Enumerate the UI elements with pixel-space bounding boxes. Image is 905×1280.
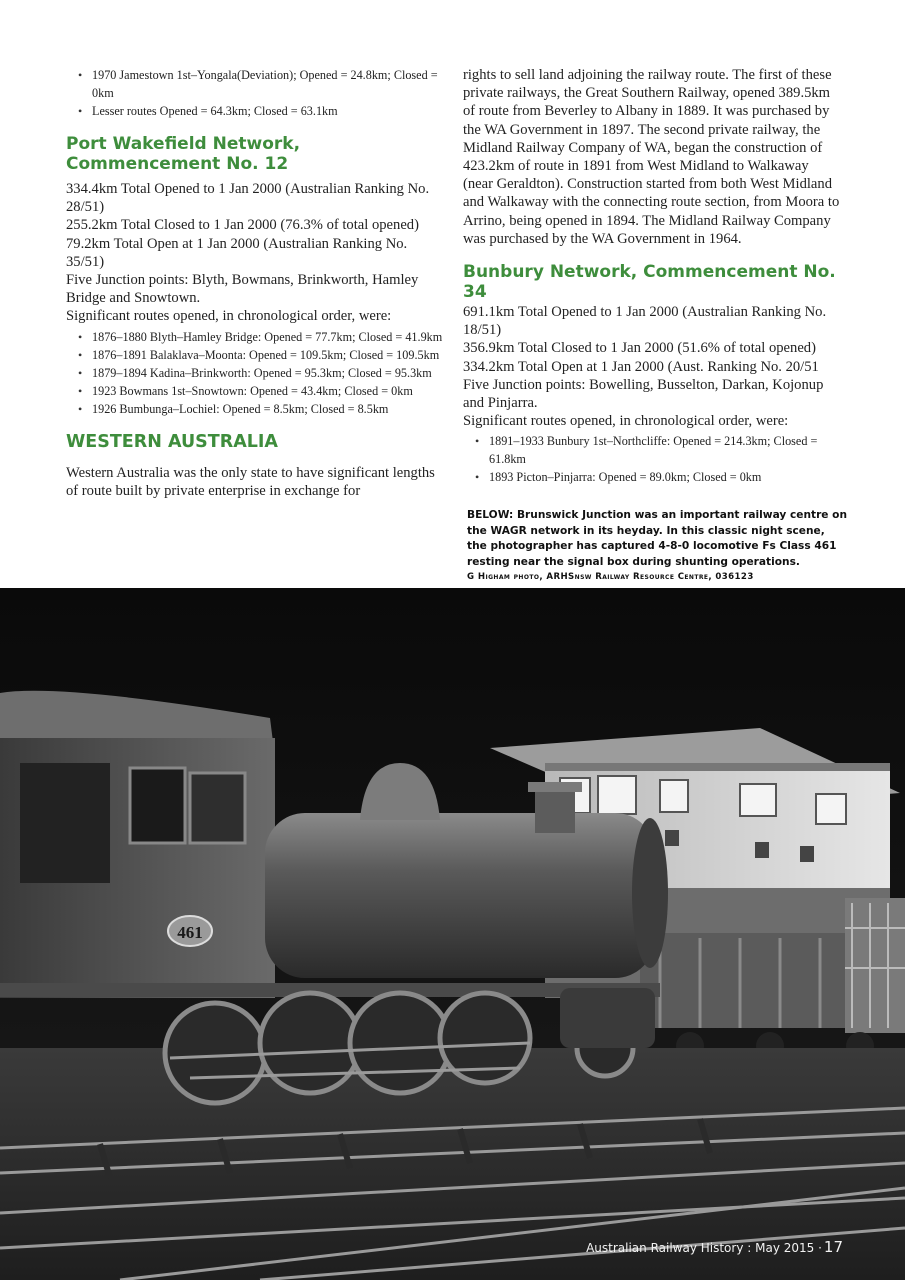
photo-caption [467,508,847,584]
list-item: • 1876–1891 Balaklava–Moonta: Opened = 109.5km; Closed = 109.5km [92,346,444,364]
stat-paragraph: 255.2km Total Closed to 1 Jan 2000 (76.3% of total opened) [66,217,419,234]
list-item: • 1891–1933 Bunbury 1st–Northcliffe: Opened = 214.3km; Closed = 61.8km [489,432,841,468]
heading-line: Commencement No. 12 [66,154,289,174]
bunbury-heading: Bunbury Network, Commencement No. 34 [463,262,836,303]
wa-continued-paragraph: rights to sell land adjoining the railway route. The first of these private railways, the Great Southern Railway, opened 389.5km of route from Beverley to Albany in 1889. It was purchased by the WA Government in 1897. The second private railway, the Midland Railway Company of WA, began the construction of 423.2km of route in 1891 from West Midland to Walkaway (near Geraldton). Construction started from both West Midland and Walkaway with the connecting route section, from Moora to Arrino, being opened in 1894. The Midland Railway Company was purchased by the WA Government in 1964. [463,67,840,247]
stat-paragraph: Significant routes opened, in chronological order, were: [463,413,789,430]
list-item: • 1879–1894 Kadina–Brinkworth: Opened = 95.3km; Closed = 95.3km [92,364,444,382]
top-bullet-list [66,66,444,120]
stat-paragraph: 691.1km Total Opened to 1 Jan 2000 (Australian Ranking No. 18/51) [463,304,827,339]
page-number: 17 [823,1238,843,1256]
stat-paragraph: 356.9km Total Closed to 1 Jan 2000 (51.6% of total opened) [463,340,816,357]
list-item: • 1893 Picton–Pinjarra: Opened = 89.0km; Closed = 0km [489,468,841,486]
stat-paragraph: Five Junction points: Bowelling, Busselton, Darkan, Kojonup and Pinjarra. [463,376,824,412]
locomotive-photo [0,588,905,1280]
stat-paragraph: 79.2km Total Open at 1 Jan 2000 (Australian Ranking No. 35/51) [66,235,408,270]
right-column [463,66,841,486]
stat-paragraph: 334.2km Total Open at 1 Jan 2000 (Aust. Ranking No. 20/51 [463,358,819,375]
wa-intro-paragraph: Western Australia was the only state to have significant lengths of route built by private enterprise in exchange for [66,464,435,499]
port-wakefield-stats [66,180,444,326]
port-wakefield-routes [66,328,444,418]
photo-credit: G Higham photo, ARHSnsw Railway Resource Centre, 036123 [467,572,754,583]
publication-name: Australian Railway History : May 2015 · [586,1241,822,1255]
caption-text: BELOW: Brunswick Junction was an important railway centre on the WAGR network in its heyday. In this classic night scene, the photographer has captured 4-8-0 locomotive Fs Class 461 resting near the signal box during shunting operations. [467,509,847,568]
stat-paragraph: 334.4km Total Opened to 1 Jan 2000 (Australian Ranking No. 28/51) [66,181,430,216]
stat-paragraph: Significant routes opened, in chronological order, were: [66,308,392,325]
bunbury-routes [463,432,841,486]
heading-line: Port Wakefield Network, [66,134,301,154]
page-footer [586,1238,843,1256]
list-item: • 1923 Bowmans 1st–Snowtown: Opened = 43.4km; Closed = 0km [92,382,444,400]
photo-illustration [0,588,905,1280]
locomotive-number: 461 [177,923,203,942]
western-australia-heading: WESTERN AUSTRALIA [66,431,278,452]
stat-paragraph: Five Junction points: Blyth, Bowmans, Brinkworth, Hamley Bridge and Snowtown. [66,272,419,307]
list-item: • 1926 Bumbunga–Lochiel: Opened = 8.5km; Closed = 8.5km [92,400,444,418]
list-item: • 1970 Jamestown 1st–Yongala(Deviation); Opened = 24.8km; Closed = 0km [92,66,444,102]
list-item: • Lesser routes Opened = 64.3km; Closed = 63.1km [92,102,444,120]
left-column [66,66,444,500]
list-item: • 1876–1880 Blyth–Hamley Bridge: Opened = 77.7km; Closed = 41.9km [92,328,444,346]
port-wakefield-heading [66,134,444,174]
bunbury-stats [463,303,841,430]
